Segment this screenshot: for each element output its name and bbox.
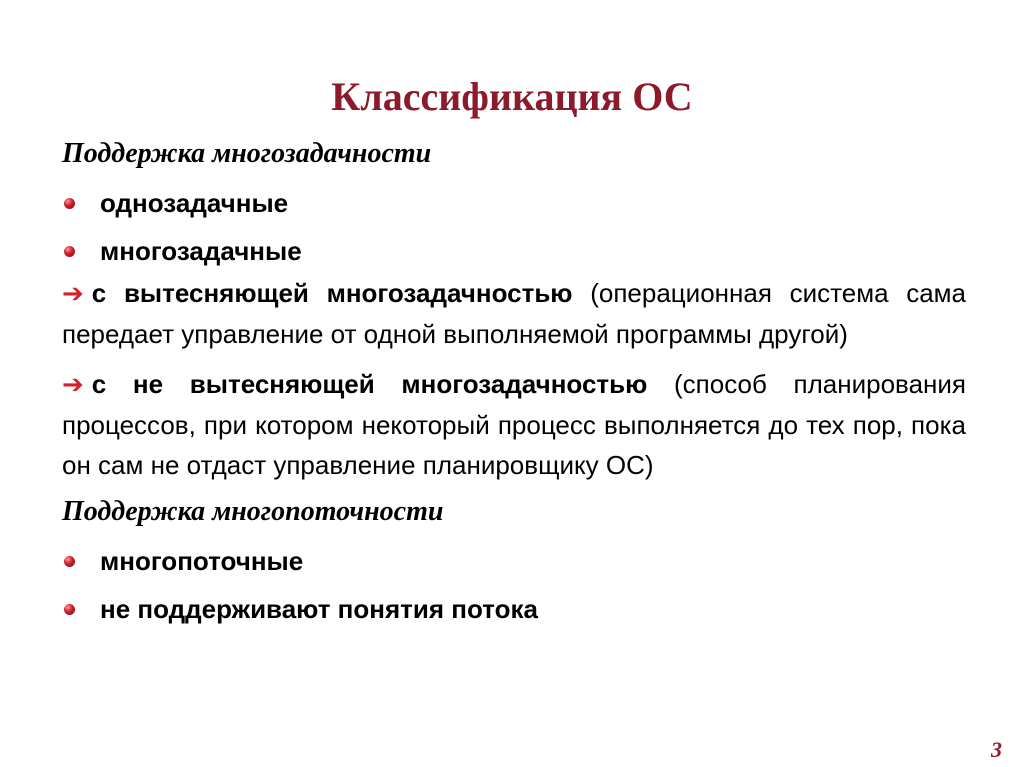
arrow-item-term: с вытесняющей многозадачностью bbox=[91, 278, 573, 308]
list-item bbox=[62, 235, 966, 267]
page-number: 3 bbox=[991, 737, 1002, 762]
list-item bbox=[62, 593, 966, 625]
section-heading-multitasking: Поддержка многозадачности bbox=[62, 138, 432, 169]
red-sphere-bullet-icon bbox=[64, 198, 75, 209]
red-sphere-bullet-icon bbox=[64, 604, 75, 615]
red-sphere-bullet-icon bbox=[64, 246, 75, 257]
list-item bbox=[62, 187, 966, 219]
right-arrow-icon: ➔ bbox=[62, 279, 84, 309]
arrow-item-preemptive bbox=[62, 273, 966, 354]
arrow-item-term: с не вытесняющей многозадачностью bbox=[91, 369, 648, 399]
arrow-item-non-preemptive bbox=[62, 364, 966, 485]
right-arrow-icon: ➔ bbox=[62, 370, 84, 400]
list-item-label: однозадачные bbox=[100, 188, 289, 218]
arrow-item-description: (способ планирования процессов, при котором некоторый процесс выполняется до тех пор, пока он сам не отдаст управление планировщику ОС) bbox=[62, 369, 966, 480]
arrow-item-description: (операционная система сама передает управление от одной выполняемой программы другой) bbox=[62, 278, 967, 349]
section-heading-multithreading: Поддержка многопоточности bbox=[62, 496, 444, 527]
red-sphere-bullet-icon bbox=[64, 556, 75, 567]
list-item-label: многозадачные bbox=[100, 236, 302, 266]
slide-content bbox=[62, 137, 966, 625]
list-item-label: не поддерживают понятия потока bbox=[100, 594, 538, 624]
list-item bbox=[62, 545, 966, 577]
list-item-label: многопоточные bbox=[100, 546, 304, 576]
slide-title: Классификация ОС bbox=[331, 74, 693, 119]
